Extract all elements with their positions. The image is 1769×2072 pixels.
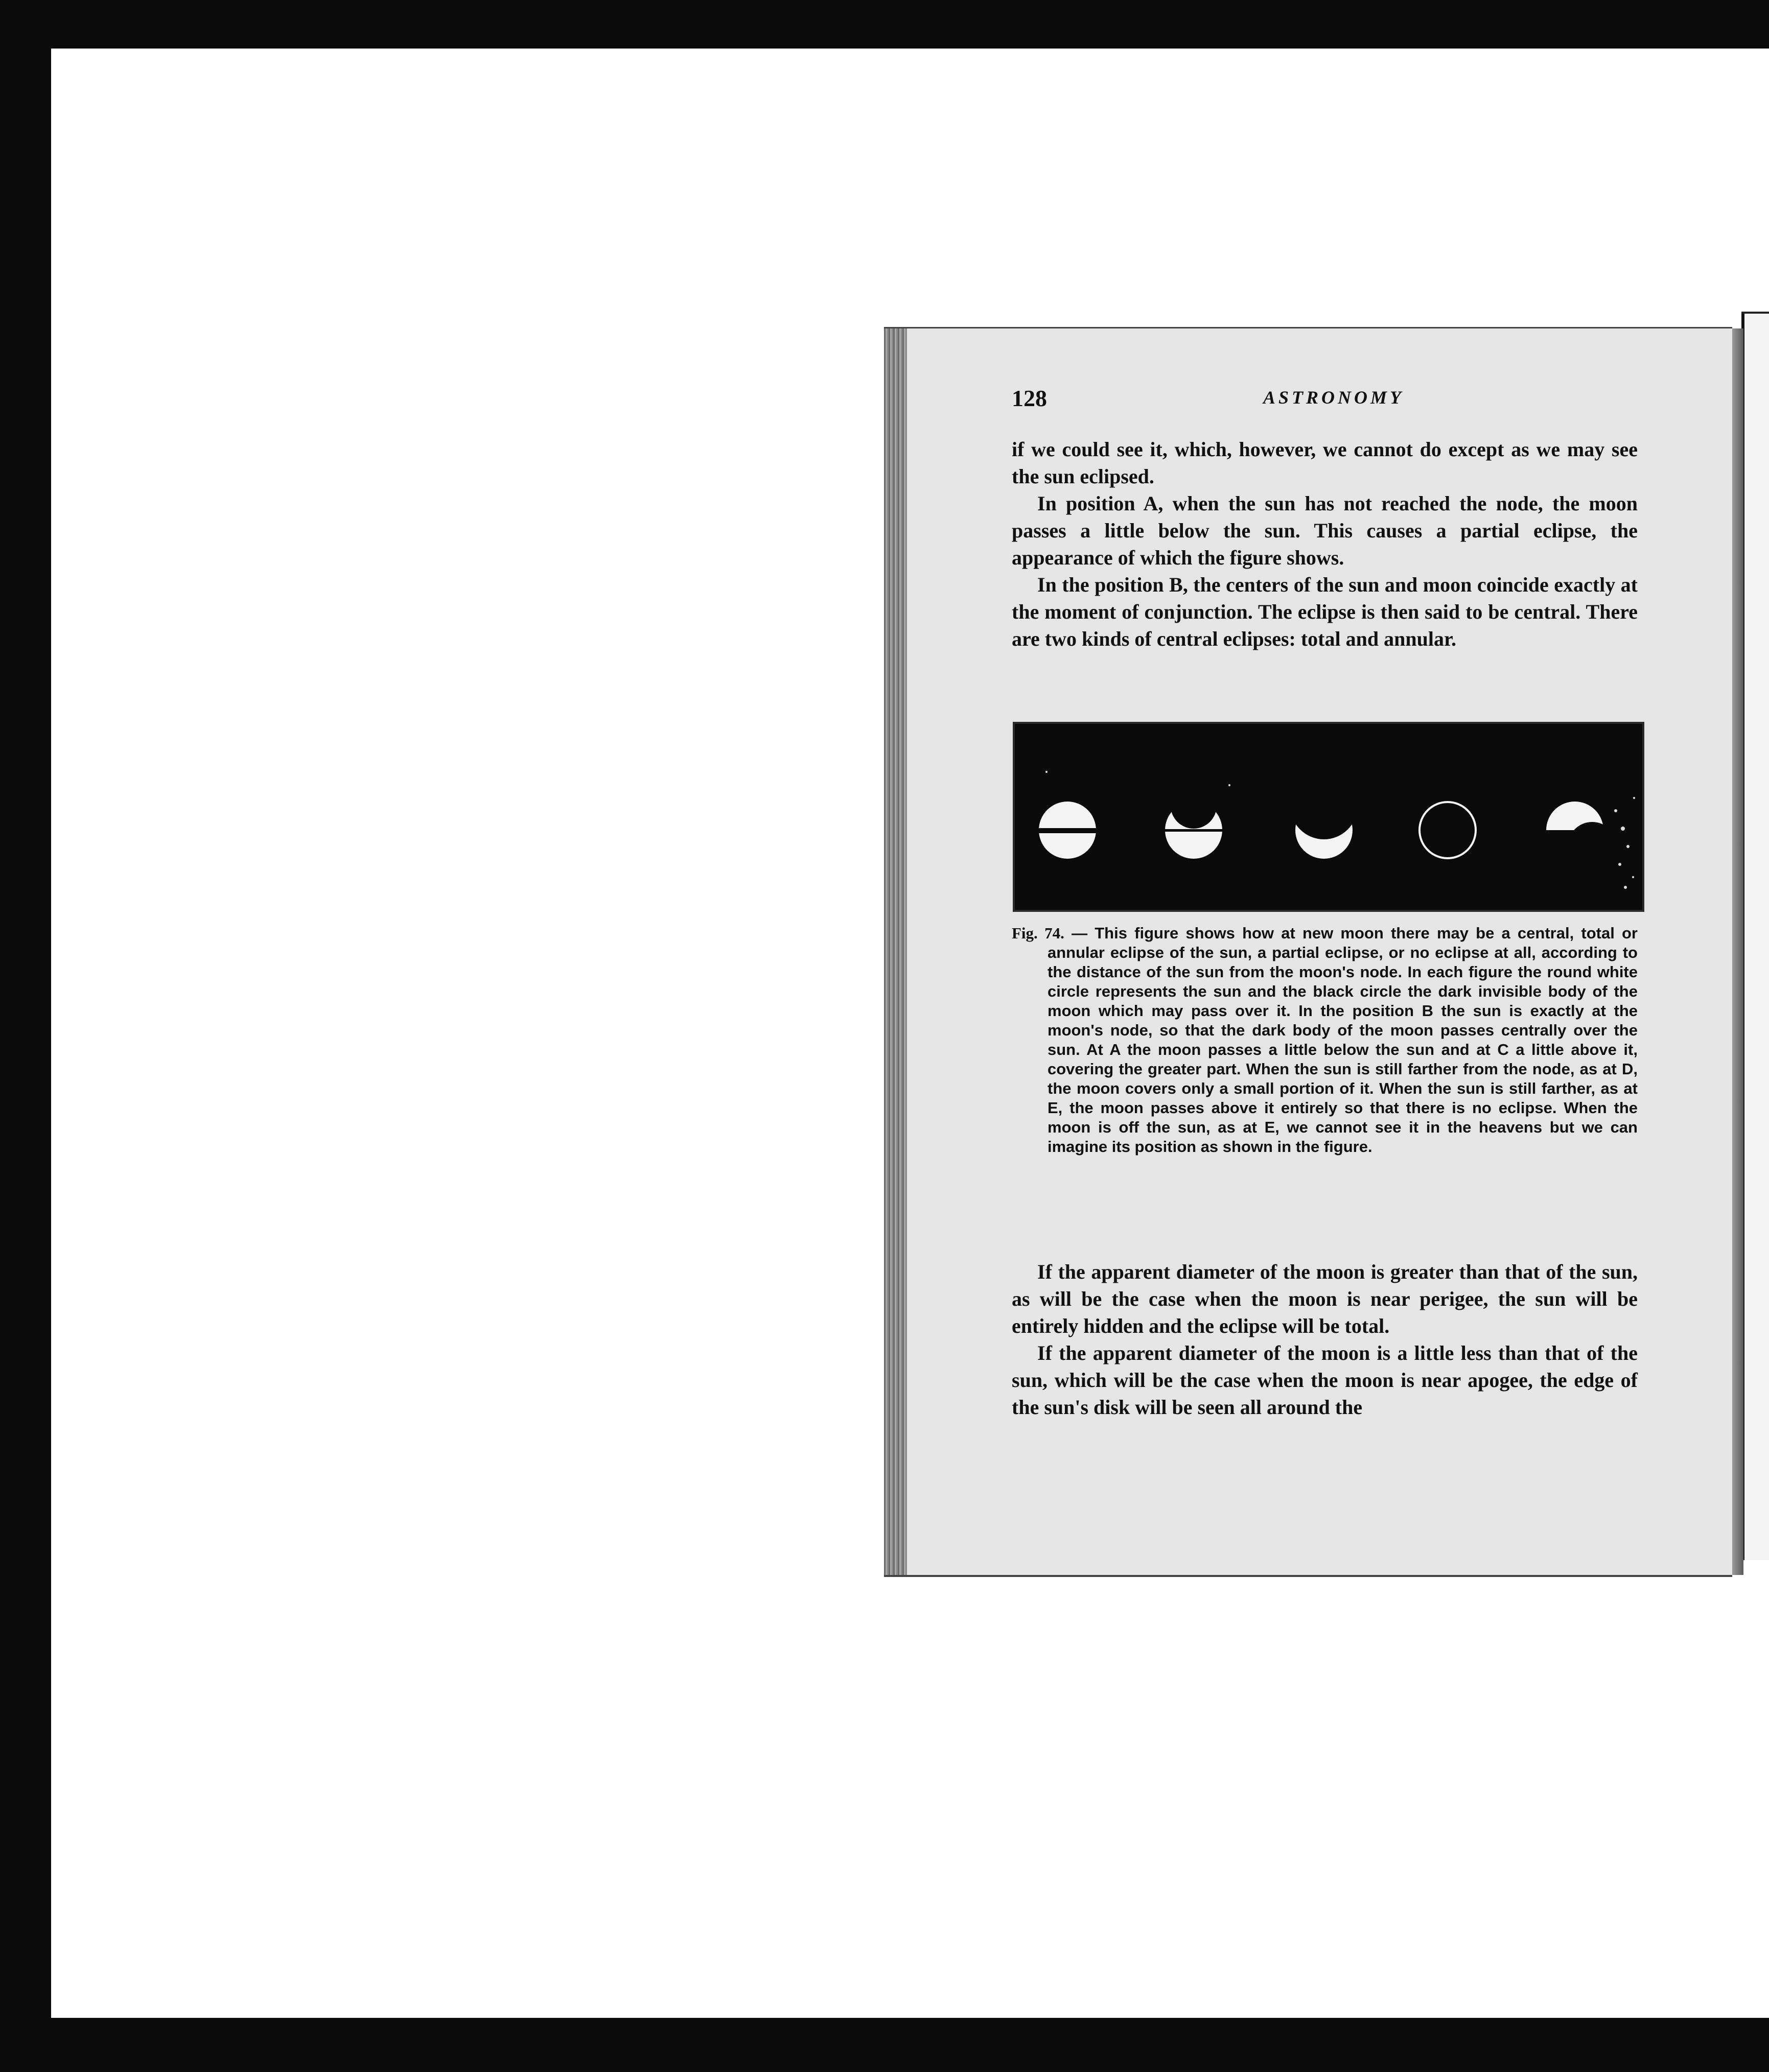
- eclipse-illustration: [1015, 724, 1642, 910]
- figure-caption-text: — This figure shows how at new moon there may be a central, total or annular eclipse of the sun, a partial eclipse, or no eclipse at all, according to the distance of the sun from the moon's node. In each figure the round white circle represents the sun and the black circle the dark invisible body of the moon which may pass over it. In the position B the sun is exactly at the moon's node, so that the dark body of the moon passes centrally over the sun. At A the moon passes a little below the sun and at C a little above it, covering the greater part. When the sun is still farther from the node, as at D, the moon covers only a small portion of it. When the sun is still farther, as at E, the moon passes above it entirely so that there is no eclipse. When the moon is off the sun, as at E, we cannot see it in the heavens but we can imagine its position as shown in the figure.: [1048, 924, 1638, 1156]
- book-spine: [884, 328, 907, 1575]
- paragraph: If the apparent diameter of the moon is greater than that of the sun, as will be the case when the moon is near perigee, the sun will be entirely hidden and the eclipse will be total.: [1012, 1260, 1638, 1337]
- eclipse-position-c: [1290, 772, 1358, 859]
- eclipse-figure: [1013, 722, 1644, 912]
- book-page: [884, 327, 1732, 1577]
- running-title: ASTRONOMY: [1263, 387, 1405, 408]
- page-number: 128: [1012, 385, 1047, 411]
- paragraph: In position A, when the sun has not reached the node, the moon passes a little below the sun. This causes a partial eclipse, the appearance of which the figure shows.: [1012, 492, 1638, 569]
- figure-label: Fig. 74.: [1012, 924, 1064, 942]
- paragraph: In the position B, the centers of the sun and moon coincide exactly at the moment of conjunction. The eclipse is then said to be central. There are two kinds of central eclipses: total and annular.: [1012, 573, 1638, 650]
- adjacent-page-edge: [1741, 312, 1769, 1560]
- figure-caption: [1012, 924, 1638, 1157]
- paragraph: If the apparent diameter of the moon is a little less than that of the sun, which will be the case when the moon is near apogee, the edge of the sun's disk will be seen all around the: [1012, 1341, 1638, 1419]
- running-head: [1012, 385, 1615, 420]
- scan-bottom-border: [0, 2023, 1769, 2072]
- body-text-top: [1012, 436, 1638, 652]
- eclipse-position-a: [1039, 802, 1096, 859]
- paragraph: if we could see it, which, however, we cannot do except as we may see the sun eclipsed.: [1012, 438, 1638, 488]
- page-edge-shadow: [1732, 328, 1743, 1575]
- body-text-bottom: [1012, 1258, 1638, 1421]
